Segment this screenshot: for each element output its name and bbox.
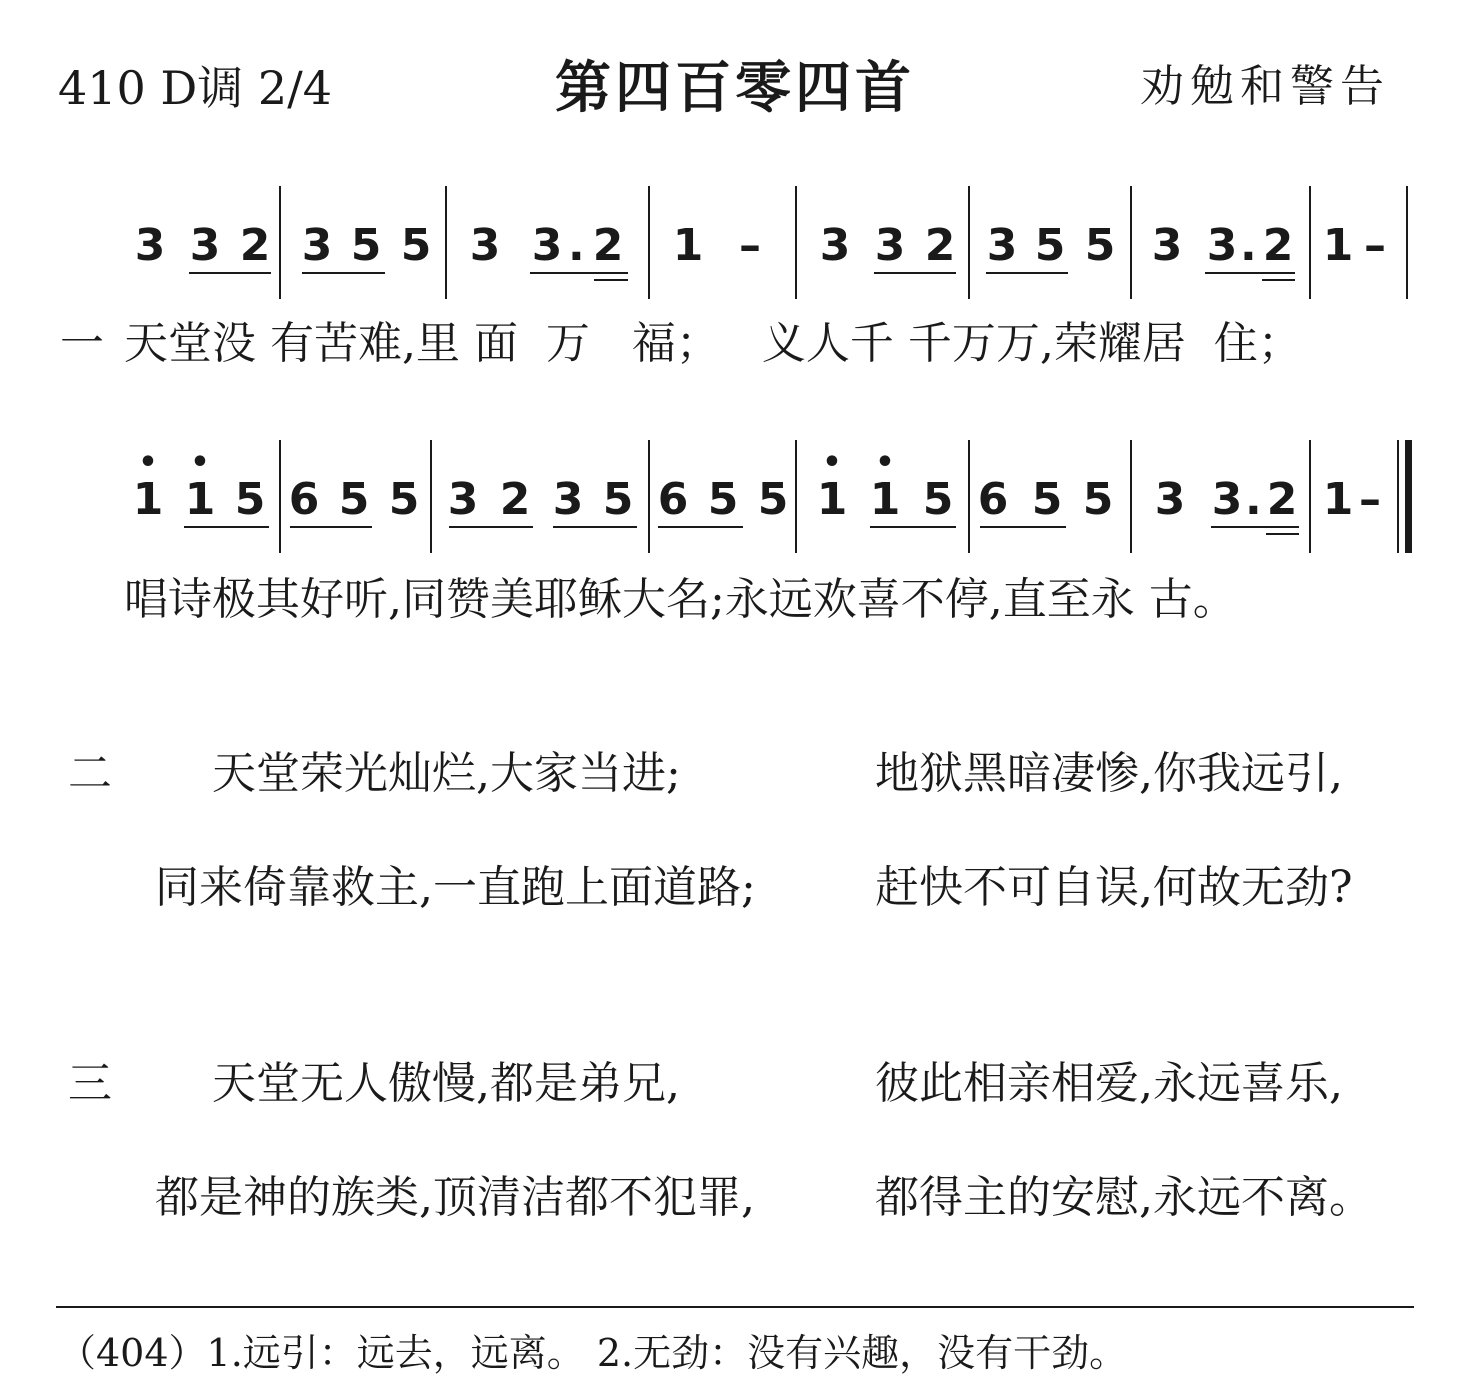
score-line-2 bbox=[0, 445, 1470, 568]
verse-3-line-1-part-2: 彼此相亲相爱,永远喜乐, bbox=[875, 1058, 1343, 1109]
note: 5 bbox=[400, 220, 432, 271]
eighth-note-underline bbox=[302, 272, 385, 274]
barline bbox=[648, 186, 650, 299]
verse-2-line-2-part-2: 赶快不可自误,何故无劲? bbox=[875, 862, 1353, 913]
note: 3 bbox=[447, 474, 479, 525]
sustain-dash: – bbox=[1364, 220, 1386, 271]
verse-2-line-2-part-1: 同来倚靠救主,一直跑上面道路; bbox=[155, 862, 756, 913]
note: 5 bbox=[602, 474, 634, 525]
dotted-rhythm-dot: . bbox=[1245, 474, 1262, 525]
note: • 1 bbox=[812, 478, 852, 522]
barline bbox=[795, 186, 797, 299]
note: 1 bbox=[1322, 474, 1354, 525]
note: 2 bbox=[1262, 220, 1294, 271]
dotted-rhythm-dot: . bbox=[1240, 220, 1257, 271]
note: 3 bbox=[1151, 220, 1183, 271]
barline bbox=[430, 440, 432, 553]
barline bbox=[1406, 186, 1408, 299]
note: 5 bbox=[1034, 220, 1066, 271]
eighth-note-underline bbox=[1211, 526, 1299, 528]
note: 2 bbox=[1266, 474, 1298, 525]
barline bbox=[1130, 186, 1132, 299]
footnote: （404）1.远引：远去，远离。 2.无劲：没有兴趣，没有干劲。 bbox=[58, 1331, 1128, 1375]
note: • 1 bbox=[128, 478, 168, 522]
hymn-number-key-meter: 410 D调 2/4 bbox=[58, 61, 332, 115]
note: 5 bbox=[757, 474, 789, 525]
note: 5 bbox=[922, 474, 954, 525]
note: 5 bbox=[388, 474, 420, 525]
note: 3 bbox=[552, 474, 584, 525]
verse-marker: 二 bbox=[68, 748, 112, 799]
note: 5 bbox=[1084, 220, 1116, 271]
eighth-note-underline bbox=[986, 272, 1068, 274]
note: 1 bbox=[1322, 220, 1354, 271]
verse-3-line-2-part-2: 都得主的安慰,永远不离。 bbox=[875, 1172, 1373, 1223]
high-octave-dot: • bbox=[875, 445, 895, 480]
barline bbox=[445, 186, 447, 299]
note: 3 bbox=[134, 220, 166, 271]
note: 3 bbox=[986, 220, 1018, 271]
sixteenth-note-underline bbox=[1266, 533, 1299, 535]
barline bbox=[279, 186, 281, 299]
note: 5 bbox=[234, 474, 266, 525]
barline bbox=[1309, 440, 1311, 553]
sustain-dash: – bbox=[739, 220, 761, 271]
eighth-note-underline bbox=[874, 272, 956, 274]
sustain-dash: – bbox=[1359, 474, 1381, 525]
final-barline-thin bbox=[1397, 440, 1399, 553]
note: 3 bbox=[1154, 474, 1186, 525]
final-barline-thick bbox=[1405, 440, 1412, 553]
eighth-note-underline bbox=[870, 526, 956, 528]
note: 2 bbox=[592, 220, 624, 271]
eighth-note-underline bbox=[658, 526, 743, 528]
eighth-note-underline bbox=[530, 272, 628, 274]
note: 5 bbox=[338, 474, 370, 525]
note: 3 bbox=[874, 220, 906, 271]
lyrics-line-1: 天堂没 有苦难,里 面 万 福； 义人千 千万万,荣耀居 住； bbox=[124, 318, 1302, 369]
lyrics-line-2: 唱诗极其好听,同赞美耶稣大名;永远欢喜不停,直至永 古。 bbox=[124, 574, 1237, 625]
note: 5 bbox=[350, 220, 382, 271]
note: 2 bbox=[499, 474, 531, 525]
note: 3 bbox=[469, 220, 501, 271]
note: 6 bbox=[657, 474, 689, 525]
eighth-note-underline bbox=[290, 526, 372, 528]
note: • 1 bbox=[865, 478, 905, 522]
note: 5 bbox=[1031, 474, 1063, 525]
eighth-note-underline bbox=[553, 526, 637, 528]
note: 3 bbox=[1211, 474, 1243, 525]
note: 3 bbox=[301, 220, 333, 271]
note: 3 bbox=[531, 220, 563, 271]
barline bbox=[795, 440, 797, 553]
high-octave-dot: • bbox=[190, 445, 210, 480]
high-octave-dot: • bbox=[138, 445, 158, 480]
verse-2-line-1-part-2: 地狱黑暗凄惨,你我远引, bbox=[875, 748, 1343, 799]
high-octave-dot: • bbox=[822, 445, 842, 480]
eighth-note-underline bbox=[980, 526, 1066, 528]
eighth-note-underline bbox=[1205, 272, 1295, 274]
barline bbox=[279, 440, 281, 553]
note: 3 bbox=[1206, 220, 1238, 271]
barline bbox=[1309, 186, 1311, 299]
note: 2 bbox=[239, 220, 271, 271]
verse-2-line-1-part-1: 天堂荣光灿烂,大家当进; bbox=[212, 748, 681, 799]
barline bbox=[1130, 440, 1132, 553]
score-line-1 bbox=[0, 220, 1470, 314]
note: • 1 bbox=[180, 478, 220, 522]
barline bbox=[968, 186, 970, 299]
eighth-note-underline bbox=[189, 272, 271, 274]
dotted-rhythm-dot: . bbox=[568, 220, 585, 271]
note: 6 bbox=[977, 474, 1009, 525]
note: 5 bbox=[1082, 474, 1114, 525]
eighth-note-underline bbox=[449, 526, 533, 528]
sixteenth-note-underline bbox=[594, 279, 628, 281]
footnote-divider bbox=[56, 1306, 1414, 1308]
note: 3 bbox=[819, 220, 851, 271]
verse-3-line-2-part-1: 都是神的族类,顶清洁都不犯罪, bbox=[155, 1172, 755, 1223]
sixteenth-note-underline bbox=[1262, 279, 1295, 281]
note: 2 bbox=[924, 220, 956, 271]
note: 1 bbox=[672, 220, 704, 271]
eighth-note-underline bbox=[184, 526, 269, 528]
note: 5 bbox=[707, 474, 739, 525]
note: 3 bbox=[189, 220, 221, 271]
barline bbox=[648, 440, 650, 553]
barline bbox=[968, 440, 970, 553]
verse-marker: 三 bbox=[68, 1058, 112, 1109]
verse-marker: 一 bbox=[60, 318, 104, 369]
verse-3-line-1-part-1: 天堂无人傲慢,都是弟兄, bbox=[212, 1058, 680, 1109]
note: 6 bbox=[288, 474, 320, 525]
hymn-category: 劝勉和警告 bbox=[1140, 61, 1390, 112]
hymn-title: 第四百零四首 bbox=[555, 56, 915, 121]
